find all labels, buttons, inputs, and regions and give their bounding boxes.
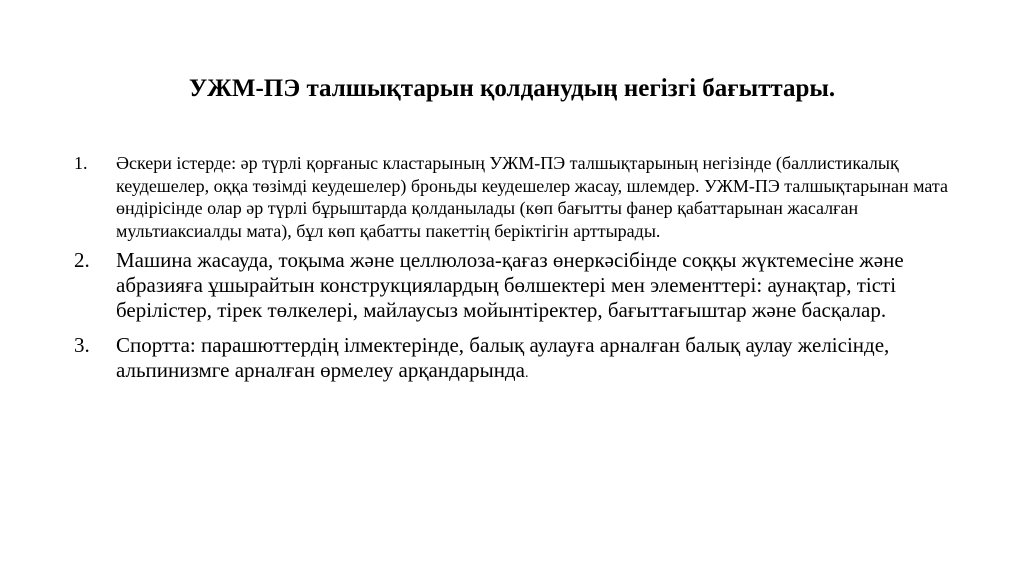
list-item-text: Әскери істерде: әр түрлі қорғаныс кластарының УЖМ-ПЭ талшықтарының негізінде (баллистикалық кеудешелер, оққа төзімді кеудешелер) броньды кеудешелер жасау, шлемдер. УЖМ-ПЭ талшықтарынан мата өндірісінде олар әр түрлі бұрыштарда қолданылады (көп бағытты фанер қабаттарынан жасалған мультиаксиалды мата), бұл көп қабатты пакеттің беріктігін арттырады. — [116, 153, 949, 241]
list-item-text: Спортта: парашюттердің ілмектерінде, балық аулауға арналған балық аулау желісінде, альпинизмге арналған өрмелеу арқандарында — [116, 333, 890, 382]
list-item — [74, 248, 954, 323]
list-item-number: 1. — [74, 153, 88, 173]
slide-title: УЖМ-ПЭ талшықтарын қолданудың негізгі бағыттары. — [188, 75, 836, 102]
list-item-number: 3. — [74, 333, 90, 357]
directions-list — [74, 152, 954, 396]
list-item-text: Машина жасауда, тоқыма және целлюлоза-қағаз өнеркәсібінде соққы жүктемесіне және абразияға ұшырайтын конструкциялардың бөлшектері мен элементтері: аунақтар, тісті берілістер, тірек төлкелері, майлаусыз мойынтіректер, бағыттағыштар және басқалар. — [116, 248, 904, 322]
list-item — [74, 333, 954, 386]
list-item-trailing-period: . — [524, 366, 529, 381]
list-item-text-wrapper — [116, 333, 954, 386]
list-item-number: 2. — [74, 248, 90, 272]
list-item — [74, 152, 954, 242]
